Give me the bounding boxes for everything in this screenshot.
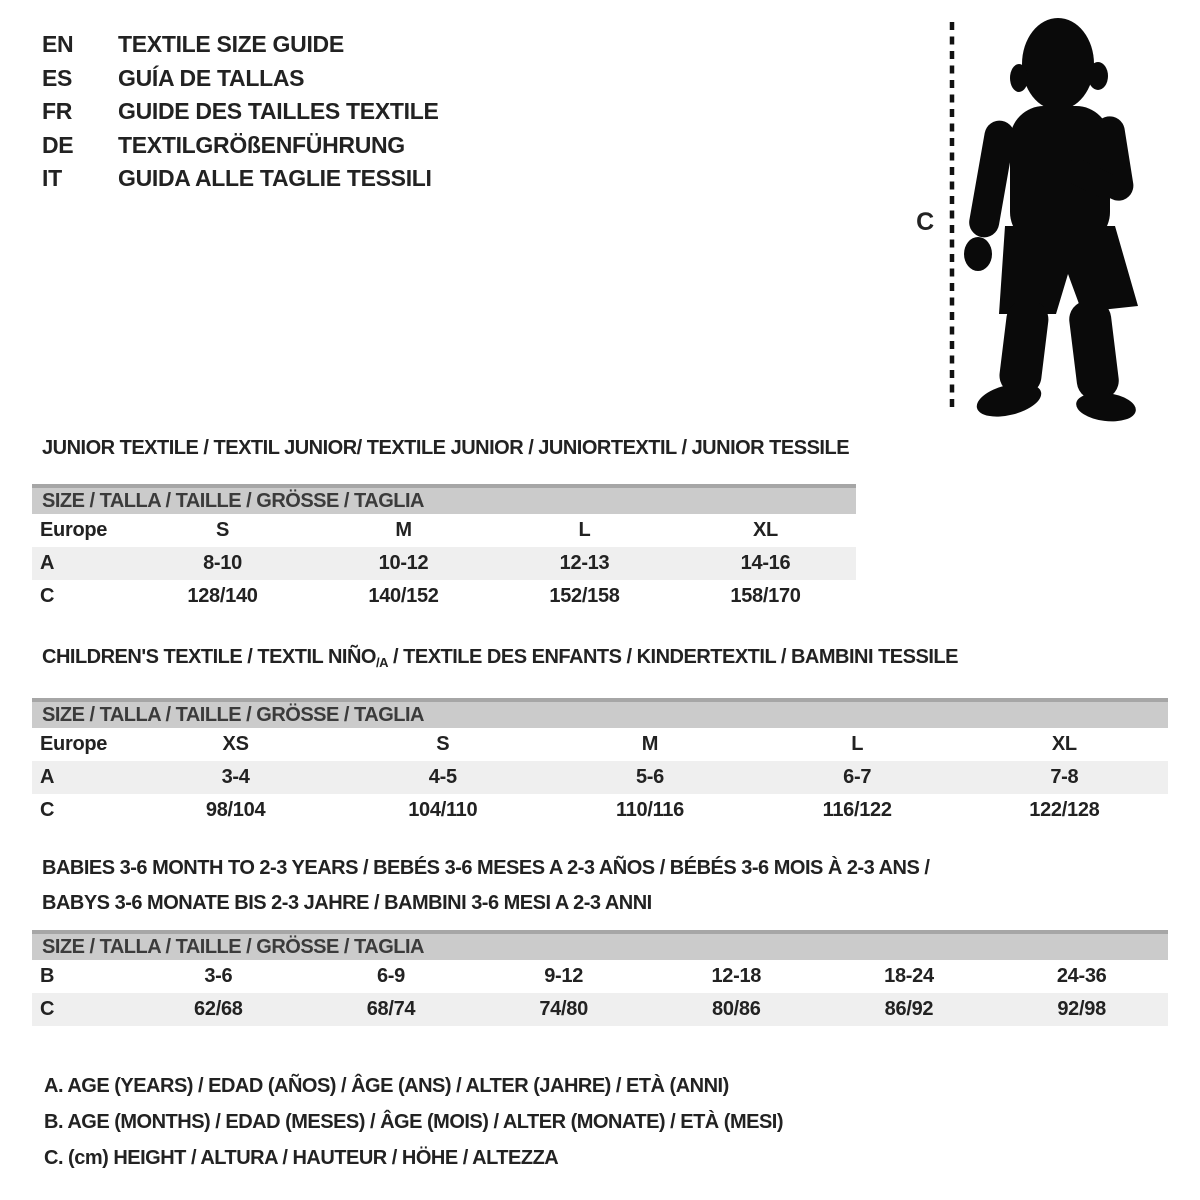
height-measure-figure <box>905 8 1145 423</box>
section-childrens-textile <box>32 645 1168 827</box>
legend <box>44 1068 783 1176</box>
size-cell: 122/128 <box>1029 799 1100 821</box>
size-cell: S <box>215 519 230 541</box>
language-code: DE <box>42 131 74 158</box>
size-cell: 158/170 <box>730 585 801 607</box>
language-row-de <box>42 129 439 163</box>
size-cell: L <box>578 519 591 541</box>
size-cell: 86/92 <box>884 998 934 1020</box>
size-header-bar: SIZE / TALLA / TAILLE / GRÖSSE / TAGLIA <box>32 930 1168 960</box>
size-cell: 104/110 <box>408 799 478 821</box>
heading-text: CHILDREN'S TEXTILE / TEXTIL NIÑO <box>42 646 376 668</box>
guide-title: TEXTILGRÖßENFÜHRUNG <box>118 131 405 158</box>
size-cell: XL <box>753 519 778 541</box>
size-cell: M <box>395 519 412 541</box>
language-row-en <box>42 28 439 62</box>
row-label: C <box>40 585 55 607</box>
section-heading <box>42 851 1168 921</box>
language-title-list <box>42 28 439 196</box>
size-cell: 98/104 <box>205 799 266 821</box>
guide-title: GUIDE DES TAILLES TEXTILE <box>118 98 439 124</box>
section-babies-textile <box>32 851 1168 1026</box>
table-row <box>32 960 1168 993</box>
size-cell: L <box>851 733 864 755</box>
row-label: C <box>40 799 55 821</box>
toddler-silhouette-icon <box>905 8 1145 423</box>
size-cell: 6-7 <box>843 766 872 788</box>
size-cell: 8-10 <box>203 552 242 574</box>
size-cell: 3-4 <box>221 766 250 788</box>
legend-line-a: A. AGE (YEARS) / EDAD (AÑOS) / ÂGE (ANS) / ALTER (JAHRE) / ETÀ (ANNI) <box>44 1075 729 1097</box>
guide-title: TEXTILE SIZE GUIDE <box>118 31 344 57</box>
junior-size-table <box>32 514 856 613</box>
size-cell: 18-24 <box>884 965 934 987</box>
size-cell: 12-13 <box>559 552 610 574</box>
row-label: C <box>40 998 55 1020</box>
language-code: IT <box>42 165 62 191</box>
section-heading <box>42 645 1168 675</box>
table-row <box>32 514 856 547</box>
size-header-bar: SIZE / TALLA / TAILLE / GRÖSSE / TAGLIA <box>32 484 856 514</box>
table-row <box>32 993 1168 1026</box>
measure-label-c: C <box>916 208 934 236</box>
size-cell: 9-12 <box>544 965 584 987</box>
size-cell: 128/140 <box>187 585 258 607</box>
size-cell: 68/74 <box>366 998 416 1020</box>
size-cell: 116/122 <box>822 799 892 821</box>
table-row <box>32 794 1168 827</box>
size-cell: 92/98 <box>1057 998 1106 1020</box>
babies-size-table <box>32 960 1168 1026</box>
section-junior-textile <box>32 436 856 613</box>
table-row <box>32 547 856 580</box>
heading-subscript: /A <box>375 655 388 670</box>
size-cell: 140/152 <box>368 585 439 607</box>
size-cell: 6-9 <box>376 965 405 987</box>
language-code: FR <box>42 98 73 124</box>
size-cell: 62/68 <box>194 998 243 1020</box>
legend-line-c: C. (cm) HEIGHT / ALTURA / HAUTEUR / HÖHE / ALTEZZA <box>44 1147 559 1169</box>
row-label: A <box>40 552 55 574</box>
table-row <box>32 580 856 613</box>
size-cell: 24-36 <box>1056 965 1107 987</box>
language-code: ES <box>42 64 73 91</box>
children-size-table <box>32 728 1168 827</box>
size-cell: 80/86 <box>712 998 761 1020</box>
language-row-it <box>42 162 439 196</box>
size-cell: 74/80 <box>539 998 588 1020</box>
size-cell: 10-12 <box>378 552 429 574</box>
table-row <box>32 728 1168 761</box>
size-header-bar: SIZE / TALLA / TAILLE / GRÖSSE / TAGLIA <box>32 698 1168 728</box>
heading-line-1: BABIES 3-6 MONTH TO 2-3 YEARS / BEBÉS 3-6 MESES A 2-3 AÑOS / BÉBÉS 3-6 MOIS À 2-3 ANS / <box>42 857 930 879</box>
size-cell: 14-16 <box>740 552 791 574</box>
size-cell: XL <box>1051 733 1077 755</box>
size-cell: S <box>436 733 450 755</box>
size-cell: M <box>641 733 659 755</box>
size-cell: 5-6 <box>635 766 664 788</box>
guide-title: GUIDA ALLE TAGLIE TESSILI <box>118 165 432 191</box>
heading-text: / TEXTILE DES ENFANTS / KINDERTEXTIL / BAMBINI TESSILE <box>387 646 958 668</box>
size-cell: 12-18 <box>711 965 762 987</box>
size-cell: 110/116 <box>615 799 684 821</box>
table-row <box>32 761 1168 794</box>
heading-line-2: BABYS 3-6 MONATE BIS 2-3 JAHRE / BAMBINI 3-6 MESI A 2-3 ANNI <box>42 892 652 914</box>
row-label: Europe <box>40 519 108 541</box>
size-cell: 4-5 <box>428 766 457 788</box>
row-label: A <box>40 766 55 788</box>
legend-line-b: B. AGE (MONTHS) / EDAD (MESES) / ÂGE (MOIS) / ALTER (MONATE) / ETÀ (MESI) <box>44 1111 784 1133</box>
row-label: B <box>40 965 55 987</box>
size-cell: 7-8 <box>1050 766 1079 788</box>
guide-title: GUÍA DE TALLAS <box>118 64 305 91</box>
language-row-fr <box>42 95 439 129</box>
language-row-es <box>42 62 439 96</box>
size-cell: 3-6 <box>204 965 233 987</box>
row-label: Europe <box>40 733 108 755</box>
size-cell: 152/158 <box>549 585 620 607</box>
toddler-silhouette <box>964 18 1138 423</box>
size-cell: XS <box>222 733 249 755</box>
section-heading: JUNIOR TEXTILE / TEXTIL JUNIOR/ TEXTILE JUNIOR / JUNIORTEXTIL / JUNIOR TESSILE <box>42 437 850 459</box>
language-code: EN <box>42 31 74 57</box>
